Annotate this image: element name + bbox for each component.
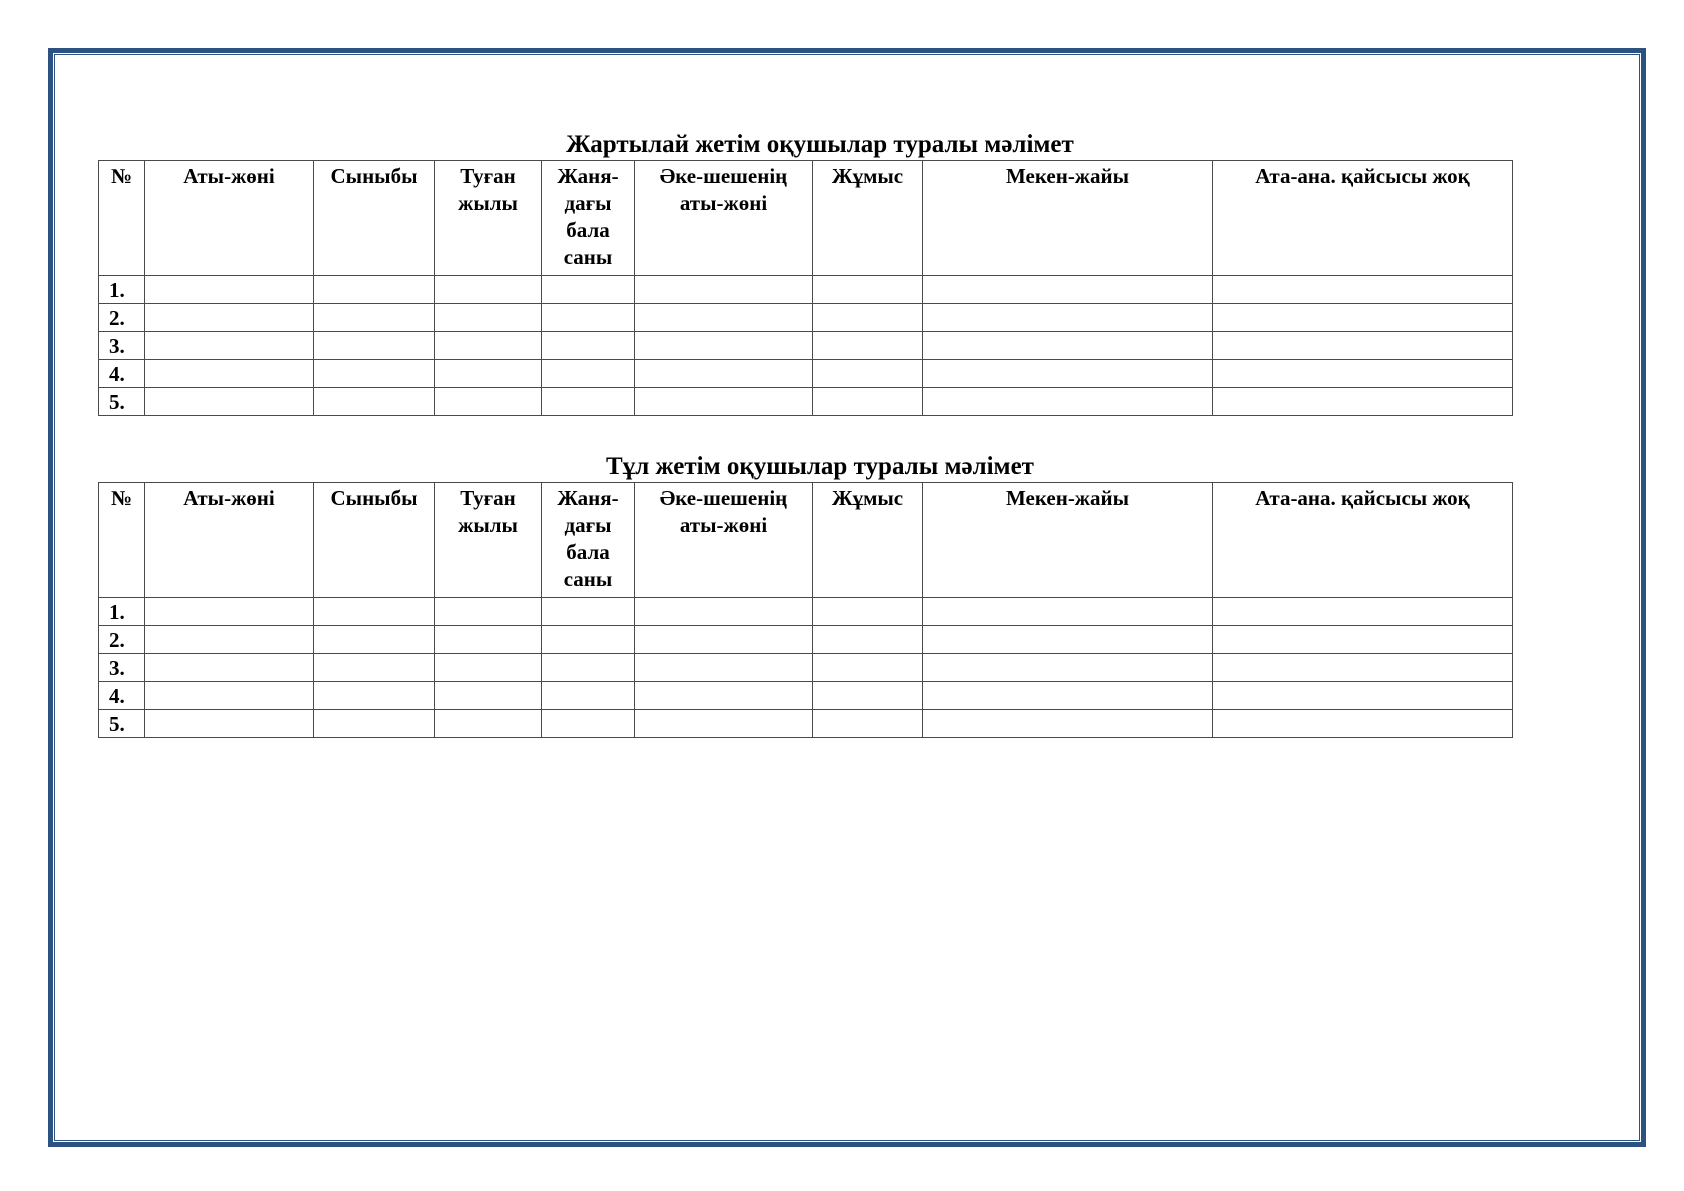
row-number: 5. <box>99 710 145 738</box>
cell-children-count <box>542 626 635 654</box>
cell-class <box>314 710 435 738</box>
cell-birth-year <box>435 304 542 332</box>
cell-children-count <box>542 304 635 332</box>
header-number: № <box>99 161 145 276</box>
full-orphans-table <box>98 482 1513 738</box>
cell-children-count <box>542 360 635 388</box>
cell-birth-year <box>435 710 542 738</box>
cell-address <box>923 388 1213 416</box>
half-orphans-table <box>98 160 1513 416</box>
cell-parent-name <box>635 654 813 682</box>
section-title: Тұл жетім оқушылар туралы мәлімет <box>606 453 1034 480</box>
cell-absent-parent <box>1213 682 1513 710</box>
cell-children-count <box>542 598 635 626</box>
row-number: 5. <box>99 388 145 416</box>
header-children-count: Жаня-дағы бала саны <box>542 483 635 598</box>
cell-work <box>813 682 923 710</box>
cell-full-name <box>145 654 314 682</box>
cell-work <box>813 388 923 416</box>
row-number: 1. <box>99 276 145 304</box>
cell-class <box>314 654 435 682</box>
header-address: Мекен-жайы <box>923 483 1213 598</box>
cell-address <box>923 360 1213 388</box>
cell-address <box>923 332 1213 360</box>
cell-children-count <box>542 332 635 360</box>
header-number: № <box>99 483 145 598</box>
cell-children-count <box>542 710 635 738</box>
table-row <box>99 360 1513 388</box>
table-row <box>99 304 1513 332</box>
cell-full-name <box>145 332 314 360</box>
cell-children-count <box>542 654 635 682</box>
section-title: Жартылай жетім оқушылар туралы мәлімет <box>566 131 1074 158</box>
header-absent-parent: Ата-ана. қайсысы жоқ <box>1213 161 1513 276</box>
cell-address <box>923 654 1213 682</box>
header-birth-year: Туған жылы <box>435 483 542 598</box>
cell-birth-year <box>435 360 542 388</box>
cell-birth-year <box>435 598 542 626</box>
cell-parent-name <box>635 332 813 360</box>
cell-birth-year <box>435 626 542 654</box>
cell-class <box>314 598 435 626</box>
cell-class <box>314 682 435 710</box>
cell-parent-name <box>635 304 813 332</box>
header-work: Жұмыс <box>813 483 923 598</box>
cell-birth-year <box>435 332 542 360</box>
header-children-count: Жаня-дағы бала саны <box>542 161 635 276</box>
cell-parent-name <box>635 626 813 654</box>
cell-birth-year <box>435 276 542 304</box>
cell-work <box>813 598 923 626</box>
table-row <box>99 626 1513 654</box>
cell-full-name <box>145 626 314 654</box>
cell-full-name <box>145 598 314 626</box>
cell-class <box>314 276 435 304</box>
cell-parent-name <box>635 682 813 710</box>
cell-children-count <box>542 276 635 304</box>
cell-class <box>314 626 435 654</box>
half-orphans-section <box>98 130 1512 416</box>
cell-children-count <box>542 388 635 416</box>
cell-work <box>813 710 923 738</box>
cell-children-count <box>542 682 635 710</box>
cell-parent-name <box>635 360 813 388</box>
cell-full-name <box>145 388 314 416</box>
cell-birth-year <box>435 388 542 416</box>
row-number: 1. <box>99 598 145 626</box>
cell-full-name <box>145 304 314 332</box>
row-number: 4. <box>99 682 145 710</box>
table-row <box>99 710 1513 738</box>
header-work: Жұмыс <box>813 161 923 276</box>
cell-full-name <box>145 360 314 388</box>
cell-birth-year <box>435 654 542 682</box>
cell-absent-parent <box>1213 710 1513 738</box>
table-row <box>99 654 1513 682</box>
header-class: Сыныбы <box>314 161 435 276</box>
cell-work <box>813 304 923 332</box>
header-class: Сыныбы <box>314 483 435 598</box>
cell-class <box>314 360 435 388</box>
full-orphans-section <box>98 452 1512 738</box>
cell-work <box>813 332 923 360</box>
cell-absent-parent <box>1213 388 1513 416</box>
table-row <box>99 388 1513 416</box>
cell-address <box>923 682 1213 710</box>
cell-birth-year <box>435 682 542 710</box>
header-address: Мекен-жайы <box>923 161 1213 276</box>
cell-absent-parent <box>1213 598 1513 626</box>
cell-address <box>923 598 1213 626</box>
cell-work <box>813 360 923 388</box>
cell-parent-name <box>635 276 813 304</box>
header-birth-year: Туған жылы <box>435 161 542 276</box>
cell-class <box>314 304 435 332</box>
cell-full-name <box>145 682 314 710</box>
cell-absent-parent <box>1213 304 1513 332</box>
table-header-row <box>99 483 1513 598</box>
header-full-name: Аты-жөні <box>145 161 314 276</box>
table-header-row <box>99 161 1513 276</box>
table-row <box>99 332 1513 360</box>
cell-address <box>923 276 1213 304</box>
table-row <box>99 276 1513 304</box>
cell-full-name <box>145 710 314 738</box>
header-absent-parent: Ата-ана. қайсысы жоқ <box>1213 483 1513 598</box>
table-row <box>99 682 1513 710</box>
cell-parent-name <box>635 388 813 416</box>
cell-address <box>923 626 1213 654</box>
header-parent-name: Әке-шешенің аты-жөні <box>635 483 813 598</box>
cell-address <box>923 304 1213 332</box>
row-number: 2. <box>99 304 145 332</box>
header-full-name: Аты-жөні <box>145 483 314 598</box>
cell-full-name <box>145 276 314 304</box>
cell-class <box>314 388 435 416</box>
cell-class <box>314 332 435 360</box>
cell-address <box>923 710 1213 738</box>
cell-absent-parent <box>1213 654 1513 682</box>
row-number: 4. <box>99 360 145 388</box>
cell-absent-parent <box>1213 276 1513 304</box>
cell-absent-parent <box>1213 360 1513 388</box>
cell-parent-name <box>635 710 813 738</box>
cell-parent-name <box>635 598 813 626</box>
table-row <box>99 598 1513 626</box>
row-number: 3. <box>99 332 145 360</box>
header-parent-name: Әке-шешенің аты-жөні <box>635 161 813 276</box>
row-number: 2. <box>99 626 145 654</box>
cell-absent-parent <box>1213 332 1513 360</box>
row-number: 3. <box>99 654 145 682</box>
cell-work <box>813 626 923 654</box>
cell-absent-parent <box>1213 626 1513 654</box>
cell-work <box>813 654 923 682</box>
cell-work <box>813 276 923 304</box>
